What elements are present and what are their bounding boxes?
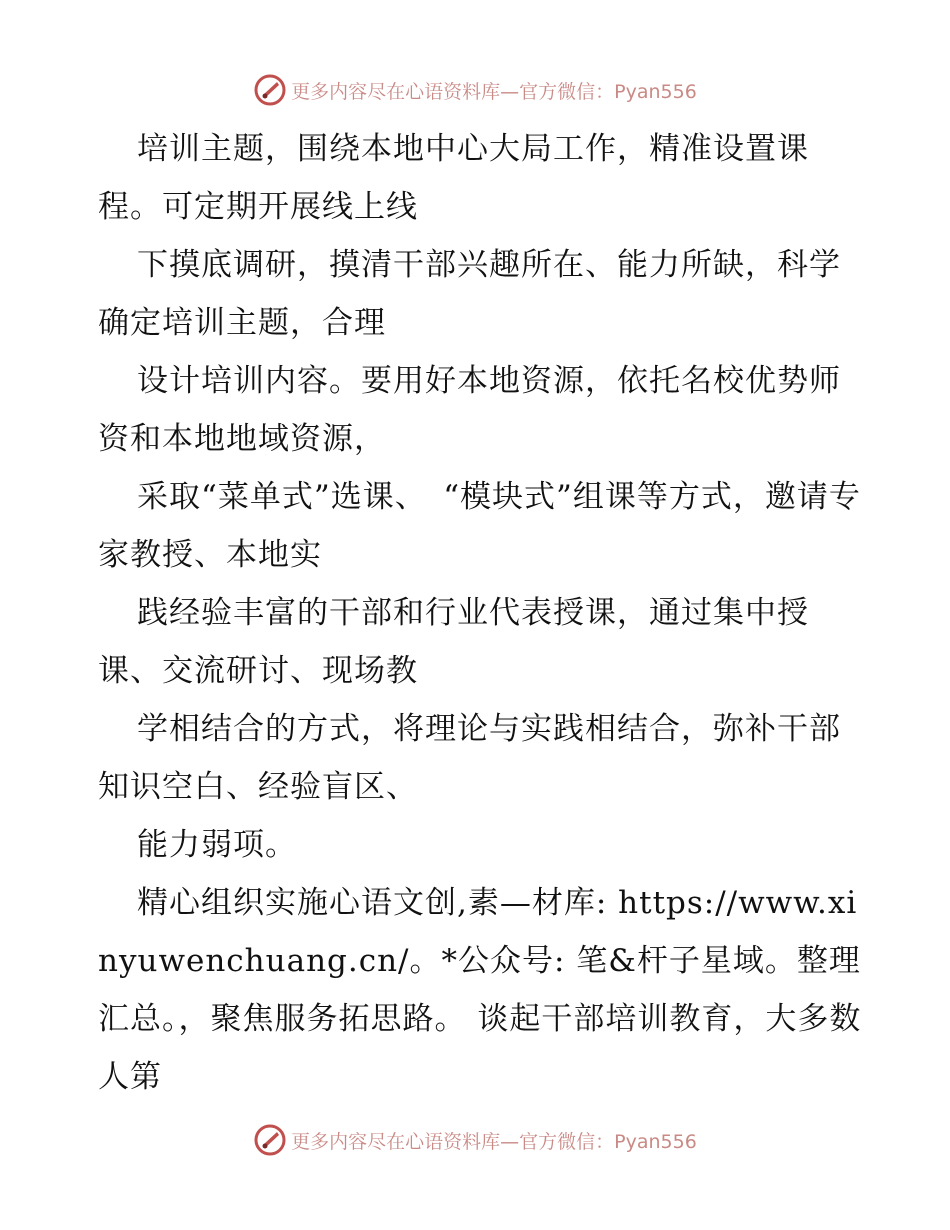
paragraph: 学相结合的方式，将理论与实践相结合，弥补干部知识空白、经验盲区、 xyxy=(98,711,841,805)
paragraph: 下摸底调研，摸清干部兴趣所在、能力所缺，科学确定培训主题，合理 xyxy=(98,247,841,341)
watermark-footer xyxy=(0,1120,950,1160)
document-body xyxy=(98,120,868,1106)
watermark-text: 更多内容尽在心语资料库—官方微信：Pyan556 xyxy=(291,1130,697,1153)
paragraph: 培训主题，围绕本地中心大局工作，精准设置课程。可定期开展线上线 xyxy=(98,131,809,225)
paragraph: 设计培训内容。要用好本地资源，依托名校优势师资和本地地域资源， xyxy=(98,363,841,457)
brand-logo-icon xyxy=(253,73,287,107)
paragraph: 精心组织实施心语文创,素—材库: https://www.xinyuwenchuang.cn/。*公众号: 笔&杆子星域。整理汇总。，聚焦服务拓思路。 谈起干部培训教育，大多数人第 xyxy=(98,885,862,1095)
watermark-text: 更多内容尽在心语资料库—官方微信：Pyan556 xyxy=(291,80,697,103)
paragraph: 践经验丰富的干部和行业代表授课，通过集中授课、交流研讨、现场教 xyxy=(98,595,809,689)
brand-logo-icon xyxy=(253,1123,287,1157)
paragraph: 采取“菜单式”选课、 “模块式”组课等方式，邀请专家教授、本地实 xyxy=(98,479,861,573)
watermark-header xyxy=(0,70,950,110)
paragraph: 能力弱项。 xyxy=(137,827,297,863)
